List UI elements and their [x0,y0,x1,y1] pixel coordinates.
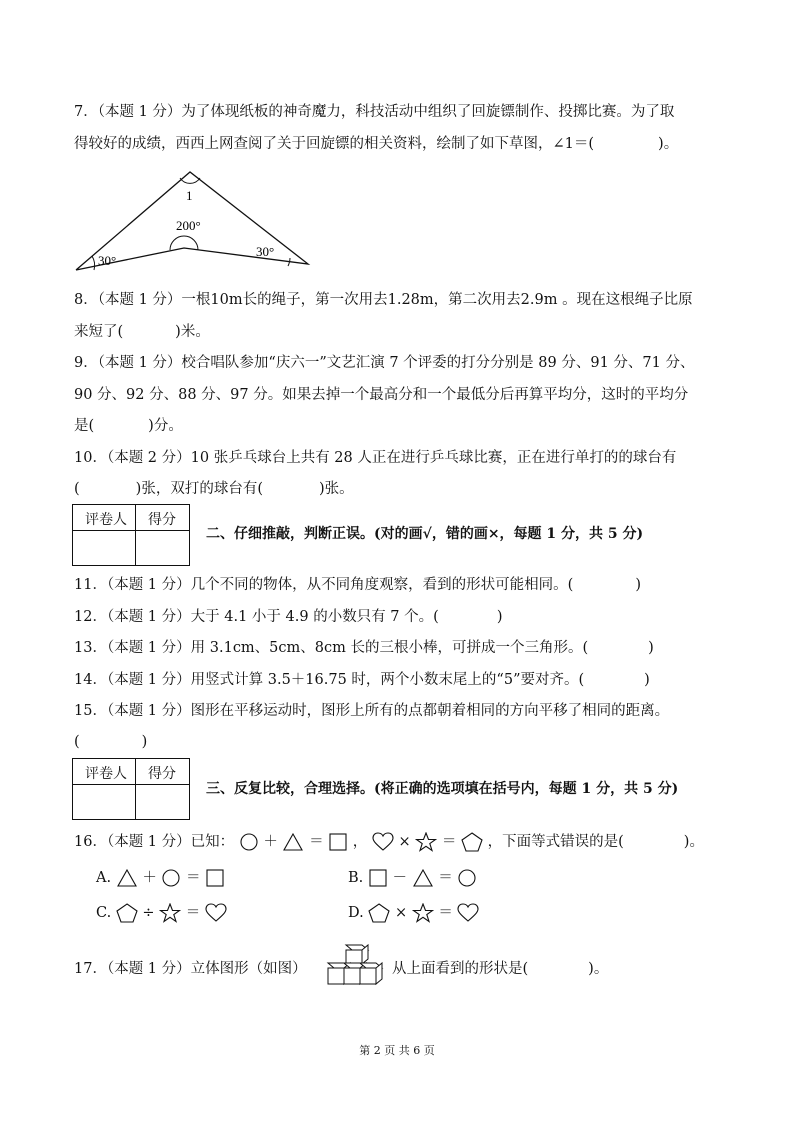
q7-line2: 得较好的成绩，西西上网查阅了关于回旋镖的相关资料，绘制了如下草图，∠1＝( )。 [74,136,679,152]
grader-label: 评卷人 [85,766,127,782]
q16-stem: 16．（本题 1 分）已知： ＋ ＝ ， × ＝ ，下面等式错误的是( )。 [74,834,704,850]
triangle-icon [116,868,138,888]
square-icon [368,868,388,888]
q16-option-d[interactable]: D. × ＝ [348,903,479,923]
q10-line1: 10．（本题 2 分）10 张乒乓球台上共有 28 人正在进行乒乓球比赛，正在进行单打的的球台有 [74,450,677,466]
section3-score-box [72,758,190,820]
angle-label-200: 200° [176,218,201,233]
page-footer: 第 2 页 共 6 页 [359,1044,435,1057]
q9-line2: 90 分、92 分、88 分、97 分。如果去掉一个最高分和一个最低分后再算平均分，这时的平均分 [74,387,689,403]
angle-label-left: 30° [98,253,117,268]
q16-option-b[interactable]: B. － ＝ [348,868,477,888]
section3-title: 三、反复比较，合理选择。(将正确的选项填在括号内，每题 1 分，共 5 分) [206,781,679,797]
square-icon [205,868,225,888]
q10-line2: ( )张，双打的球台有( )张。 [74,481,354,497]
q17-stem-pre: 17．（本题 1 分）立体图形（如图） [74,961,307,977]
cube-stack-figure [322,943,392,991]
boomerang-figure [70,164,315,276]
score-label: 得分 [148,766,176,782]
q8-line1: 8．（本题 1 分）一根10m长的绳子，第一次用去1.28m，第二次用去2.9m 。现在这根绳子比原 [74,292,693,308]
q15-line1: 15．（本题 1 分）图形在平移运动时，图形上所有的点都朝着相同的方向平移了相同的距离。 [74,703,670,719]
star-icon [415,832,437,852]
star-icon [159,903,181,923]
circle-icon [457,868,477,888]
score-label: 得分 [148,512,176,528]
pentagon-icon [461,832,483,852]
q8-line2: 来短了( )米。 [74,324,210,340]
q17-stem-post: 从上面看到的形状是( )。 [392,961,609,977]
heart-icon [457,903,479,923]
pentagon-icon [116,903,138,923]
angle-label-right: 30° [256,244,275,259]
circle-icon [239,832,259,852]
q9-line1: 9．（本题 1 分）校合唱队参加“庆六一”文艺汇演 7 个评委的打分分别是 89 分、91 分、71 分、 [74,355,695,371]
square-icon [328,832,348,852]
q12: 12．（本题 1 分）大于 4.1 小于 4.9 的小数只有 7 个。( ) [74,609,503,625]
section2-title: 二、仔细推敲，判断正误。(对的画√，错的画×，每题 1 分，共 5 分) [206,526,644,542]
q15-line2: ( ) [74,734,148,750]
triangle-icon [412,868,434,888]
q14: 14．（本题 1 分）用竖式计算 3.5＋16.75 时，两个小数末尾上的“5”要对齐。( ) [74,672,650,688]
section2-score-box [72,504,190,566]
q9-line3: 是( )分。 [74,418,183,434]
star-icon [412,903,434,923]
grader-label: 评卷人 [85,512,127,528]
heart-icon [205,903,227,923]
triangle-icon [282,832,304,852]
q16-option-c[interactable]: C. ÷ ＝ [96,903,227,923]
q13: 13．（本题 1 分）用 3.1cm、5cm、8cm 长的三根小棒，可拼成一个三角形。( ) [74,640,654,656]
angle-label-1: 1 [186,188,193,203]
pentagon-icon [368,903,390,923]
q7-line1: 7．（本题 1 分）为了体现纸板的神奇魔力，科技活动中组织了回旋镖制作、投掷比赛。为了取 [74,104,675,120]
q16-option-a[interactable]: A. ＋ ＝ [96,868,225,888]
heart-icon [372,832,394,852]
q11: 11．（本题 1 分）几个不同的物体，从不同角度观察，看到的形状可能相同。( ) [74,577,641,593]
circle-icon [161,868,181,888]
